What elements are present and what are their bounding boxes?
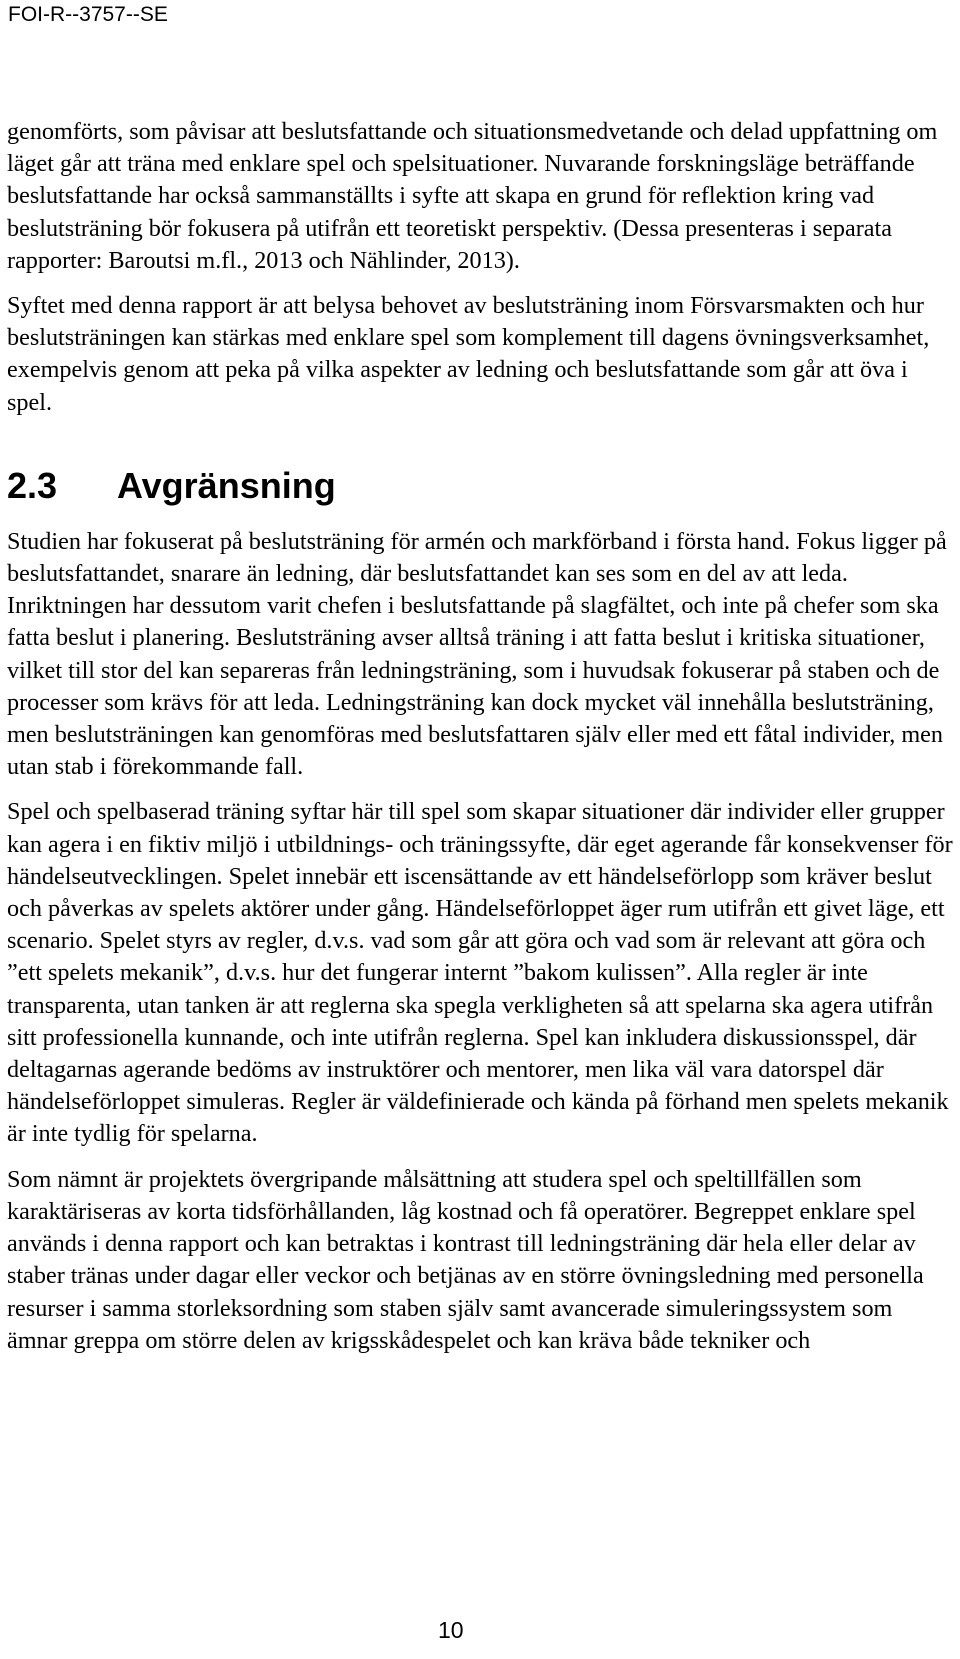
section-number: 2.3 [7, 464, 58, 506]
paragraph-simple-games: Som nämnt är projektets övergripande målsättning att studera spel och speltillfällen som karaktäriseras av korta tidsförhållanden, låg kostnad och få operatörer. Begreppet enklare spel används i denna rapport och kan betraktas i kontrast till ledningsträning där hela eller delar av staber tränas under dagar eller veckor och betjänas av en större övningsledning med personella resurser i samma storleksordning som staben själv samt avancerade simuleringssystem som ämnar greppa om större delen av krigsskådespelet och kan kräva både tekniker och [7, 1165, 924, 1354]
section-title: Avgränsning [117, 464, 336, 506]
document-id-header: FOI-R--3757--SE [8, 3, 168, 26]
paragraph-purpose: Syftet med denna rapport är att belysa behovet av beslutsträning inom Försvarsmakten och hur beslutsträningen kan stärkas med enklare spel som komplement till dagens övningsverksamhet, exempelvis genom att peka på vilka aspekter av ledning och beslutsfattande som går att öva i spel. [7, 292, 930, 416]
document-body [7, 116, 953, 1357]
page-number: 10 [438, 1617, 464, 1643]
section-heading [7, 462, 953, 510]
paragraph-intro-continued: genomförts, som påvisar att beslutsfattande och situationsmedvetande och delad uppfattning om läget går att träna med enklare spel och spelsituationer. Nuvarande forskningsläge beträffande beslutsfattande har också sammanställts i syfte att skapa en grund för reflektion kring vad beslutsträning bör fokusera på utifrån ett teoretiskt perspektiv. (Dessa presenteras i separata rapporter: Baroutsi m.fl., 2013 och Nählinder, 2013). [7, 118, 938, 274]
paragraph-games-definition: Spel och spelbaserad träning syftar här till spel som skapar situationer där individer eller grupper kan agera i en fiktiv miljö i utbildnings- och träningssyfte, där eget agerande får konsekvenser för händelseutvecklingen. Spelet innebär ett iscensättande av ett händelseförlopp som kräver beslut och påverkas av spelets aktörer under gång. Händelseförloppet äger rum utifrån ett givet läge, ett scenario. Spelet styrs av regler, d.v.s. vad som går att göra och vad som är relevant att göra och ”ett spelets mekanik”, d.v.s. hur det fungerar internt ”bakom kulissen”. Alla regler är inte transparenta, utan tanken är att reglerna ska spegla verkligheten så att spelarna ska agera utifrån sitt professionella kunnande, och inte utifrån reglerna. Spel kan inkludera diskussionsspel, där deltagarnas agerande bedöms av instruktörer och mentorer, men lika väl vara datorspel där händelseförloppet simuleras. Regler är väldefinierade och kända på förhand men spelets mekanik är inte tydlig för spelarna. [7, 798, 953, 1148]
paragraph-scope: Studien har fokuserat på beslutsträning för armén och markförband i första hand. Fokus ligger på beslutsfattandet, snarare än ledning, där beslutsfattandet kan ses som en del av att leda. Inriktningen har dessutom varit chefen i beslutsfattande på slagfältet, och inte på chefer som ska fatta beslut i planering. Beslutsträning avser alltså träning i att fatta beslut i kritiska situationer, vilket till stor del kan separeras från ledningsträning, som i huvudsak fokuserar på staben och de processer som krävs för att leda. Ledningsträning kan dock mycket väl innehålla beslutsträning, men beslutsträningen kan genomföras med beslutsfattaren själv eller med ett fåtal individer, men utan stab i förekommande fall. [7, 527, 947, 781]
